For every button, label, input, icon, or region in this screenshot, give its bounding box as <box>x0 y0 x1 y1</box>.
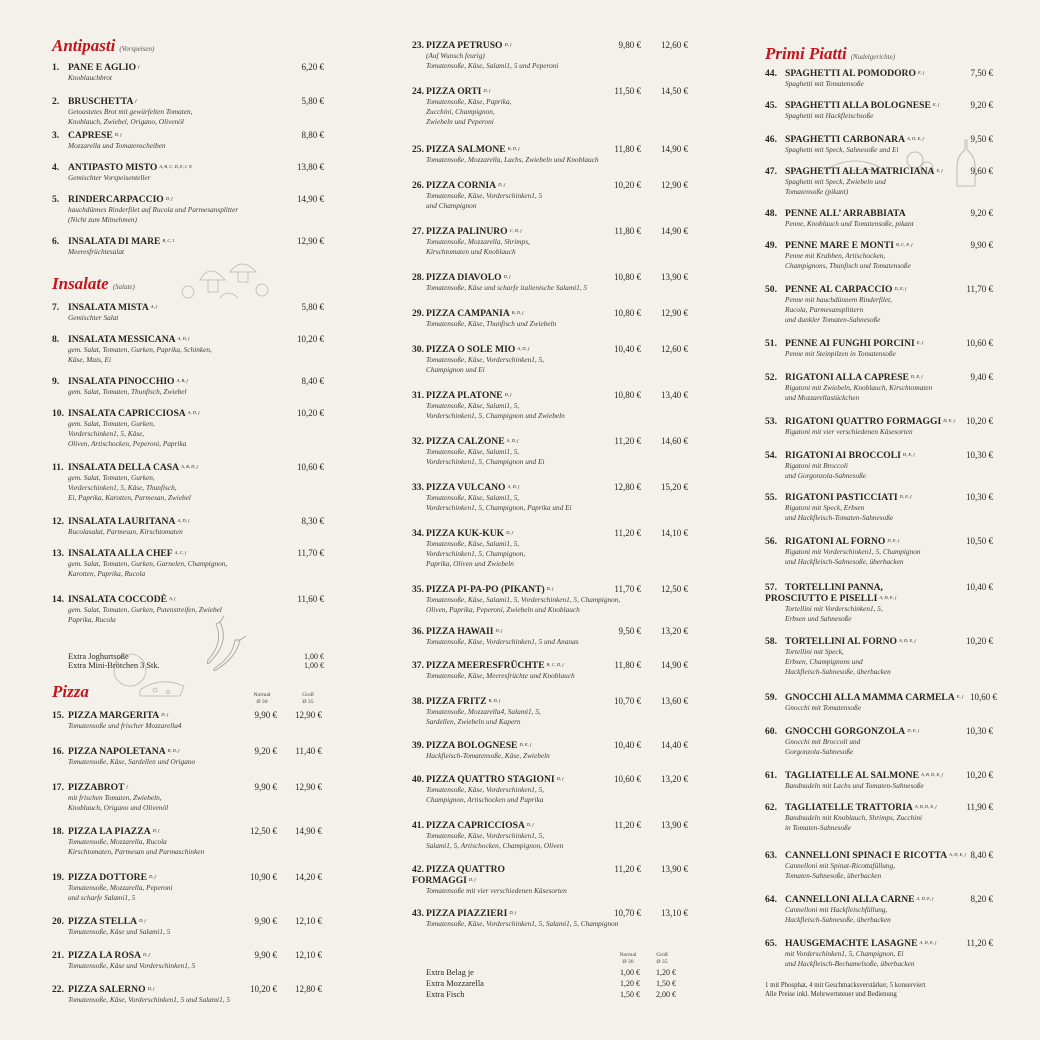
menu-item-5: 5. RINDERCARPACCIO $^{D, f}$ 14,90 € hauchdünnes Rinderfilet auf Rucola und Parmesansplitter (Nicht zum Mitnehmen) <box>52 194 324 224</box>
size-header-normal: Normal Ø 30 <box>619 952 637 965</box>
menu-item-56: 56. RIGATONI AL FORNO $^{D, E, f}$ 10,50 € Rigatoni mit Vorderschinken1, 5, Champignon und Hackfleisch-Sahnesoße, überbacken <box>765 536 993 566</box>
menu-item-9: 9. INSALATA PINOCCHIO $^{A, B, f}$ 8,40 € gem. Salat, Tomaten, Thunfisch, Zwiebel <box>52 376 324 396</box>
menu-item-14: 14. INSALATA COCCODÈ $^{A, f}$ 11,60 € gem. Salat, Tomaten, Gurken, Putenstreifen, Zwiebel Paprika, Rucola <box>52 594 324 624</box>
menu-item-11: 11. INSALATA DELLA CASA $^{A, B, D, f}$ 10,60 € gem. Salat, Tomaten, Gurken, Vorderschinken1, 5, Käse, Thunfisch, Ei, Paprika, Karotten, Parmesan, Zwiebel <box>52 462 324 502</box>
menu-item-3: 3. CAPRESE $^{D, f}$ 8,80 € Mozzarella und Tomatenscheiben <box>52 130 324 150</box>
menu-item-42: 42. PIZZA QUATTRO FORMAGGI $^{D, f}$ 11,20 € 13,90 € Tomatensoße mit vier verschiedenen Käsesorten <box>412 864 688 895</box>
menu-item-22: 22. PIZZA SALERNO $^{D, f}$ 10,20 € 12,80 € Tomatensoße, Käse, Vorderschinken1, 5 und Salami1, 5 <box>52 984 322 1004</box>
menu-item-63: 63. CANNELLONI SPINACI E RICOTTA $^{A, D, E, f}$ 8,40 € Cannelloni mit Spinat-Ricottafüllung, Tomaten-Sahnesoße, überbacken <box>765 850 993 880</box>
pizza-heading: Pizza <box>52 682 89 701</box>
menu-item-10: 10. INSALATA CAPRICCIOSA $^{A, D, f}$ 10,20 € gem. Salat, Tomaten, Gurken, Vorderschinken1, 5, Käse, Oliven, Artischocken, Peperoni, Paprika <box>52 408 324 448</box>
menu-item-19: 19. PIZZA DOTTORE $^{D, f}$ 10,90 € 14,20 € Tomatensoße, Mozzarella, Peperoni und scharfe Salami1, 5 <box>52 872 322 902</box>
menu-item-20: 20. PIZZA STELLA $^{D, f}$ 9,90 € 12,10 € Tomatensoße, Käse und Salami1, 5 <box>52 916 322 936</box>
menu-item-44: 44. SPAGHETTI AL POMODORO $^{E, f}$ 7,50 € Spaghetti mit Tomatensoße <box>765 68 993 88</box>
menu-item-7: 7. INSALATA MISTA $^{A, f}$ 5,80 € Gemischter Salat <box>52 302 324 322</box>
menu-item-35: 35. PIZZA PI-PA-PO (PIKANT) $^{D, f}$ 11,70 € 12,50 € Tomatensoße, Käse, Salami1, 5, Vorderschinken1, 5, Champignon, Oliven, Paprika, Peperoni, Zwiebeln und Knoblauch <box>412 584 688 614</box>
menu-item-52: 52. RIGATONI ALLA CAPRESE $^{D, E, f}$ 9,40 € Rigatoni mit Zwiebeln, Knoblauch, Kirschtomaten und Mozzarellastückchen <box>765 372 993 402</box>
menu-item-41: 41. PIZZA CAPRICCIOSA $^{D, f}$ 11,20 € 13,90 € Tomatensoße, Käse, Vorderschinken1, 5, Salami1, 5, Artischocken, Champignon, Oliven <box>412 820 688 850</box>
menu-item-40: 40. PIZZA QUATTRO STAGIONI $^{D, f}$ 10,60 € 13,20 € Tomatensoße, Käse, Vorderschinken1, 5, Champignon, Artischocken und Paprika <box>412 774 688 804</box>
menu-item-50: 50. PENNE AL CARPACCIO $^{D, E, f}$ 11,70 € Penne mit hauchdünnem Rinderfilet, Rucola, Parmesansplittern und dunkler Tomaten-Sahnesoße <box>765 284 993 324</box>
antipasti-heading: Antipasti (Vorspeisen) <box>52 36 155 55</box>
menu-item-28: 28. PIZZA DIAVOLO $^{D, f}$ 10,80 € 13,90 € Tomatensoße, Käse und scharfe italienische Salami1, 5 <box>412 272 688 292</box>
menu-item-57: 57. TORTELLINI PANNA, PROSCIUTTO E PISELLI $^{A, D, E, f}$ 10,40 € Tortellini mit Vorderschinken1, 5, Erbsen und Sahnesoße <box>765 582 993 623</box>
footnote-prices: Alle Preise inkl. Mehrwertsteuer und Bedienung <box>765 991 897 998</box>
menu-item-43: 43. PIZZA PIAZZIERI $^{D, f}$ 10,70 € 13,10 € Tomatensoße, Käse, Vorderschinken1, 5, Salami1, 5, Champignon <box>412 908 688 928</box>
size-header-normal: Normal Ø 30 <box>253 692 271 705</box>
size-header-gross: Groß Ø 35 <box>302 692 314 705</box>
menu-item-49: 49. PENNE MARE E MONTI $^{B, C, E, f}$ 9,90 € Penne mit Krabben, Artischocken, Champignons, Thunfisch und Tomatensoße <box>765 240 993 270</box>
extra-row: Extra Fisch 1,50 € 2,00 € <box>426 990 676 999</box>
menu-item-32: 32. PIZZA CALZONE $^{A, D, f}$ 11,20 € 14,60 € Tomatensoße, Käse, Salami1, 5, Vorderschinken1, 5, Champignon und Ei <box>412 436 688 466</box>
menu-item-45: 45. SPAGHETTI ALLA BOLOGNESE $^{E, f}$ 9,20 € Spaghetti mit Hackfleischsoße <box>765 100 993 120</box>
menu-item-23: 23. PIZZA PETRUSO $^{D, f}$ 9,80 € 12,60 € (Auf Wunsch feurig) Tomatensoße, Käse, Salami1, 5 und Peperoni <box>412 40 688 70</box>
menu-item-1: 1. PANE E AGLIO $^f$ 6,20 € Knoblauchbrot <box>52 62 324 82</box>
menu-item-39: 39. PIZZA BOLOGNESE $^{D, E, f}$ 10,40 € 14,40 € Hackfleisch-Tomatensoße, Käse, Zwiebeln <box>412 740 688 760</box>
menu-item-60: 60. GNOCCHI GORGONZOLA $^{D, E, f}$ 10,30 € Gnocchi mit Broccoli und Gorgonzola-Sahnesoße <box>765 726 993 756</box>
menu-item-36: 36. PIZZA HAWAII $^{D, f}$ 9,50 € 13,20 € Tomatensoße, Käse, Vorderschinken1, 5 und Ananas <box>412 626 688 646</box>
menu-item-33: 33. PIZZA VULCANO $^{A, D, f}$ 12,80 € 15,20 € Tomatensoße, Käse, Salami1, 5, Vorderschinken1, 5, Champignon, Paprika und Ei <box>412 482 688 512</box>
menu-item-38: 38. PIZZA FRITZ $^{B, D, f}$ 10,70 € 13,60 € Tomatensoße, Mozzarella4, Salami1, 5, Sardellen, Zwiebeln und Kapern <box>412 696 688 726</box>
insalate-heading: Insalate (Salate) <box>52 274 135 293</box>
menu-item-16: 16. PIZZA NAPOLETANA $^{B, D, f}$ 9,20 € 11,40 € Tomatensoße, Käse, Sardellen und Origano <box>52 746 322 766</box>
menu-item-58: 58. TORTELLINI AL FORNO $^{A, D, E, f}$ 10,20 € Tortellini mit Speck, Erbsen, Champignons und Hackfleisch-Sahnesoße, überbacken <box>765 636 993 676</box>
menu-item-21: 21. PIZZA LA ROSA $^{D, f}$ 9,90 € 12,10 € Tomatensoße, Käse und Vorderschinken1, 5 <box>52 950 322 970</box>
extra-row: Extra Belag je 1,00 € 1,20 € <box>426 968 676 977</box>
menu-item-6: 6. INSALATA DI MARE $^{B, C, I}$ 12,90 € Meeresfrüchtesalat <box>52 236 324 256</box>
menu-item-55: 55. RIGATONI PASTICCIATI $^{D, E, f}$ 10,30 € Rigatoni mit Speck, Erbsen und Hackfleisch-Tomaten-Sahnesoße <box>765 492 993 522</box>
extra-row: Extra Mini-Brötchen 3 Stk. 1,00 € <box>68 661 324 670</box>
menu-item-59: 59. GNOCCHI ALLA MAMMA CARMELA $^{E, f}$ 10,60 € Gnocchi mit Tomatensoße <box>765 692 997 712</box>
menu-item-18: 18. PIZZA LA PIAZZA $^{D, f}$ 12,50 € 14,90 € Tomatensoße, Mozzarella, Rucola Kirschtomaten, Parmesan und Parmaschinken <box>52 826 322 856</box>
extra-row: Extra Joghurtsoße 1,00 € <box>68 652 324 661</box>
menu-item-25: 25. PIZZA SALMONE $^{B, D, f}$ 11,80 € 14,90 € Tomatensoße, Mozzarella, Lachs, Zwiebeln und Knoblauch <box>412 144 688 164</box>
size-header-gross: Groß Ø 35 <box>656 952 668 965</box>
menu-item-12: 12. INSALATA LAURITANA $^{A, D, f}$ 8,30 € Rucolasalat, Parmesan, Kirschtomaten <box>52 516 324 536</box>
menu-item-30: 30. PIZZA O SOLE MIO $^{A, D, f}$ 10,40 € 12,60 € Tomatensoße, Käse, Vorderschinken1, 5, Champignon und Ei <box>412 344 688 374</box>
menu-item-64: 64. CANNELLONI ALLA CARNE $^{A, D, E, f}$ 8,20 € Cannelloni mit Hackfleischfüllung, Hackfleisch-Sahnesoße, überbacken <box>765 894 993 924</box>
tomato-cheese-illustration <box>100 640 190 700</box>
menu-item-48: 48. PENNE ALL’ ARRABBIATA 9,20 € Penne, Knoblauch und Tomatensoße, pikant <box>765 208 993 228</box>
menu-item-62: 62. TAGLIATELLE TRATTORIA $^{A, B, D, E, f}$ 11,90 € Bandnudeln mit Knoblauch, Shrimps, Zucchini in Tomaten-Sahnesoße <box>765 802 993 832</box>
menu-item-4: 4. ANTIPASTO MISTO $^{A, B, C, D, E, I, N}$ 13,80 € Gemischter Vorspeisenteller <box>52 162 324 182</box>
menu-item-51: 51. PENNE AI FUNGHI PORCINI $^{E, f}$ 10,60 € Penne mit Steinpilzen in Tomatensoße <box>765 338 993 358</box>
menu-item-46: 46. SPAGHETTI CARBONARA $^{A, D, E, f}$ 9,50 € Spaghetti mit Speck, Sahnesoße und Ei <box>765 134 993 154</box>
menu-item-37: 37. PIZZA MEERESFRÜCHTE $^{B, C, D, f}$ 11,80 € 14,90 € Tomatensoße, Käse, Meeresfrüchte und Knoblauch <box>412 660 688 680</box>
menu-item-31: 31. PIZZA PLATONE $^{D, f}$ 10,80 € 13,40 € Tomatensoße, Käse, Salami1, 5, Vorderschinken1, 5, Champignon und Zwiebeln <box>412 390 688 420</box>
menu-item-29: 29. PIZZA CAMPANIA $^{B, D, f}$ 10,80 € 12,90 € Tomatensoße, Käse, Thunfisch und Zwiebeln <box>412 308 688 328</box>
menu-item-54: 54. RIGATONI AI BROCCOLI $^{D, E, f}$ 10,30 € Rigatoni mit Broccoli und Gorgonzola-Sahnesoße <box>765 450 993 480</box>
primi-piatti-heading: Primi Piatti (Nudelgerichte) <box>765 44 896 63</box>
menu-item-24: 24. PIZZA ORTI $^{D, f}$ 11,50 € 14,50 € Tomatensoße, Käse, Paprika, Zucchini, Champignon, Zwiebeln und Peperoni <box>412 86 688 126</box>
menu-item-47: 47. SPAGHETTI ALLA MATRICIANA $^{E, f}$ 9,60 € Spaghetti mit Speck, Zwiebeln und Tomatensoße (pikant) <box>765 166 993 196</box>
menu-item-2: 2. BRUSCHETTA $^f$ 5,80 € Getoastetes Brot mit gewürfelten Tomaten, Knoblauch, Zwiebel, Origano, Olivenöl <box>52 96 324 126</box>
footnote-additives: 1 mit Phosphat, 4 mit Geschmacksverstärker, 5 konserviert <box>765 982 926 989</box>
menu-item-13: 13. INSALATA ALLA CHEF $^{A, C, f}$ 11,70 € gem. Salat, Tomaten, Gurken, Garnelen, Champignon, Karotten, Paprika, Rucola <box>52 548 324 578</box>
mushroom-garlic-illustration <box>170 250 280 310</box>
menu-item-61: 61. TAGLIATELLE AL SALMONE $^{A, B, D, E, f}$ 10,20 € Bandnudeln mit Lachs und Tomaten-Sahnesoße <box>765 770 993 790</box>
extra-row: Extra Mozzarella 1,20 € 1,50 € <box>426 979 676 988</box>
menu-item-65: 65. HAUSGEMACHTE LASAGNE $^{A, D, E, f}$ 11,20 € mit Vorderschinken1, 5, Champignon, Ei und Hackfleisch-Bechamelsoße, überbacken <box>765 938 993 968</box>
menu-item-27: 27. PIZZA PALINURO $^{C, D, f}$ 11,80 € 14,90 € Tomatensoße, Mozzarella, Shrimps, Kirschtomaten und Knoblauch <box>412 226 688 256</box>
menu-item-34: 34. PIZZA KUK-KUK $^{D, f}$ 11,20 € 14,10 € Tomatensoße, Käse, Salami1, 5, Vorderschinken1, 5, Champignon, Paprika, Oliven und Zwiebeln <box>412 528 688 568</box>
menu-item-53: 53. RIGATONI QUATTRO FORMAGGI $^{D, E, f}$ 10,20 € Rigatoni mit vier verschiedenen Käsesorten <box>765 416 993 436</box>
menu-item-8: 8. INSALATA MESSICANA $^{A, D, f}$ 10,20 € gem. Salat, Tomaten, Gurken, Paprika, Schinken, Käse, Mais, Ei <box>52 334 324 364</box>
menu-item-15: 15. PIZZA MARGERITA $^{D, f}$ 9,90 € 12,90 € Tomatensoße und frischer Mozzarella4 <box>52 710 322 730</box>
menu-item-26: 26. PIZZA CORNIA $^{D, f}$ 10,20 € 12,90 € Tomatensoße, Käse, Vorderschinken1, 5 und Champignon <box>412 180 688 210</box>
menu-item-17: 17. PIZZABROT $^f$ 9,90 € 12,90 € mit frischen Tomaten, Zwiebeln, Knoblauch, Origano und Olivenöl <box>52 782 322 812</box>
